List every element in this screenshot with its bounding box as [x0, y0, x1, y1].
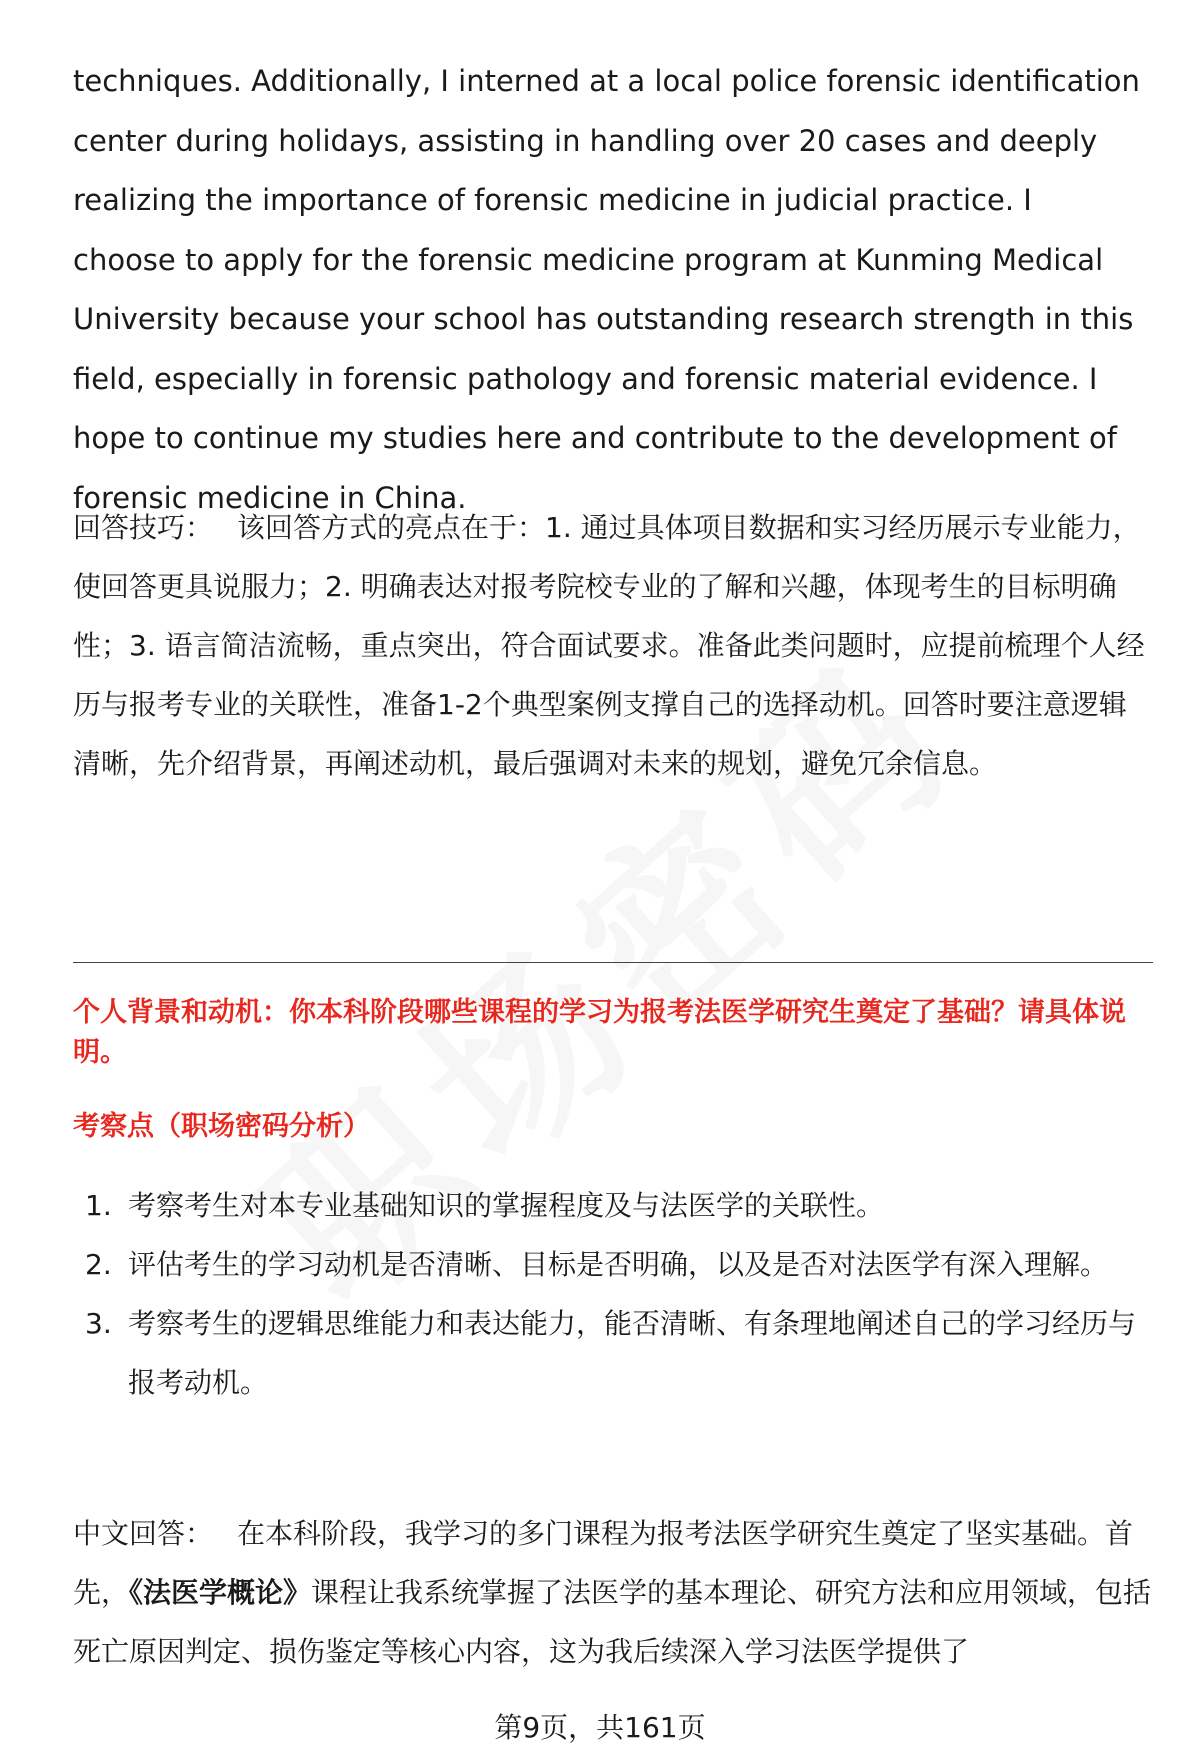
page-number-footer: 第9页，共161页: [494, 1711, 706, 1744]
list-item: [73, 1235, 1153, 1294]
question-heading: 个人背景和动机：你本科阶段哪些课程的学习为报考法医学研究生奠定了基础？请具体说明。: [73, 997, 1126, 1068]
list-item-text: 考察考生的逻辑思维能力和表达能力，能否清晰、有条理地阐述自己的学习经历与报考动机。: [128, 1307, 1137, 1399]
chinese-answer-label: 中文回答：: [73, 1517, 214, 1550]
list-item: [73, 1294, 1153, 1412]
list-item-number: 3.: [85, 1307, 112, 1340]
assessment-heading: 考察点（职场密码分析）: [73, 1111, 370, 1142]
chinese-answer-rest: 课程让我系统掌握了法医学的基本理论、研究方法和应用领域，包括死亡原因判定、损伤鉴定等核心内容，这为我后续深入学习法医学提供了: [73, 1576, 1152, 1668]
assessment-points-list: [73, 1176, 1153, 1412]
list-item-text: 评估考生的学习动机是否清晰、目标是否明确，以及是否对法医学有深入理解。: [128, 1248, 1109, 1281]
tips-text: 该回答方式的亮点在于：1. 通过具体项目数据和实习经历展示专业能力，使回答更具说服力；2. 明确表达对报考院校专业的了解和兴趣，体现考生的目标明确性；3. 语言简洁流畅，重点突出，符合面试要求。准备此类问题时，应提前梳理个人经历与报考专业的关联性，准备1-2个典型案例支撑自己的选择动机。回答时要注意逻辑清晰，先介绍背景，再阐述动机，最后强调对未来的规划，避免冗余信息。: [73, 511, 1145, 780]
chinese-answer-intro: 在本科阶段，我学习的多门课程为报考法医学研究生奠定了坚实基础。首先，: [73, 1517, 1134, 1609]
list-item-number: 1.: [85, 1189, 112, 1222]
list-item-text: 考察考生对本专业基础知识的掌握程度及与法医学的关联性。: [128, 1189, 885, 1222]
english-answer-paragraph: techniques. Additionally, I interned at a local police forensic identification center during holidays, assisting in handling over 20 cases and deeply realizing the importance of forensic medicine in judicial practice. I choose to apply for the forensic medicine program at Kunming Medical University because your school has outstanding research strength in this field, especially in forensic pathology and forensic material evidence. I hope to continue my studies here and contribute to the development of forensic medicine in China.: [73, 64, 1140, 515]
chinese-answer-paragraph: [73, 1504, 1153, 1681]
section-divider: [73, 962, 1153, 963]
list-item-number: 2.: [85, 1248, 112, 1281]
answer-tips-paragraph: [73, 498, 1153, 793]
tips-label: 回答技巧：: [73, 511, 214, 544]
course-title: 《法医学概论》: [129, 1576, 312, 1609]
list-item: [73, 1176, 1153, 1235]
